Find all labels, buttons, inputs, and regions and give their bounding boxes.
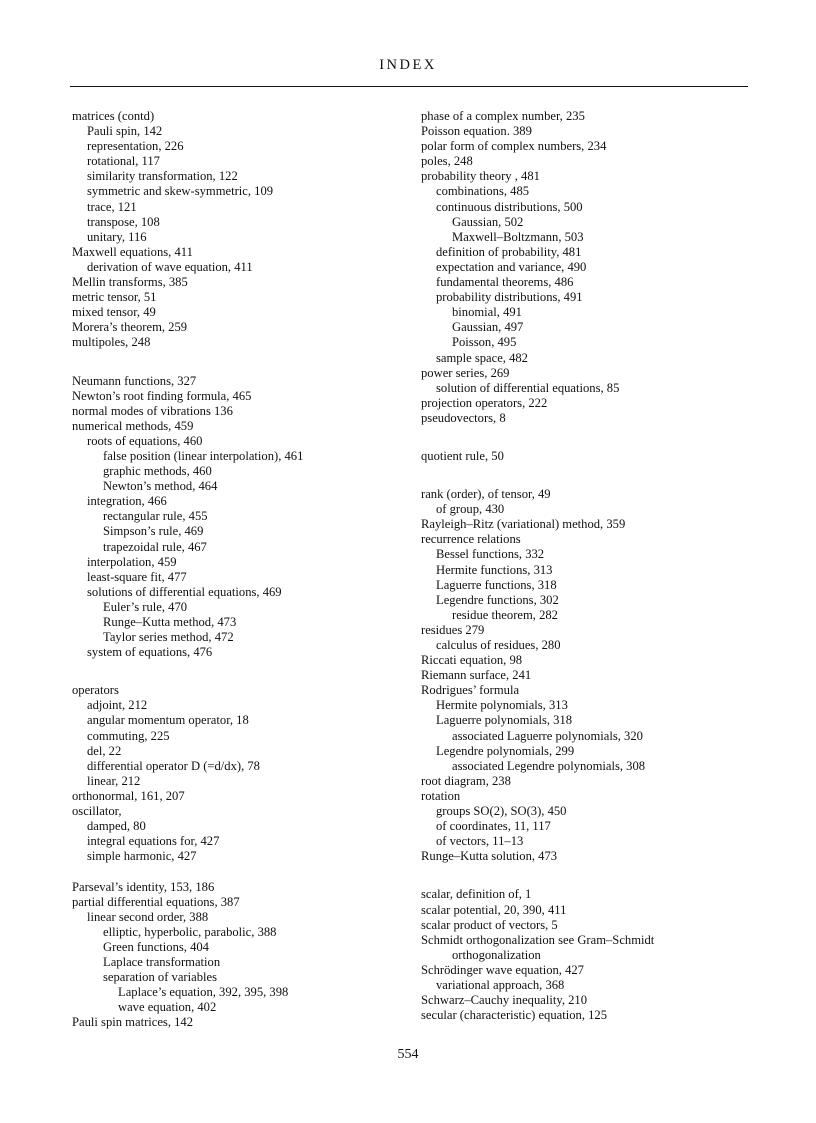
index-entry: fundamental theorems, 486 <box>436 275 574 290</box>
index-entry: associated Legendre polynomials, 308 <box>452 758 646 773</box>
index-entry: of group, 430 <box>436 502 505 517</box>
section-gap <box>72 864 417 879</box>
index-entry: commuting, 225 <box>87 728 170 743</box>
index-entry: matrices (contd) <box>72 109 155 123</box>
index-entry: probability theory , 481 <box>421 169 540 184</box>
index-entry: calculus of residues, 280 <box>436 638 561 652</box>
index-entry: Taylor series method, 472 <box>103 630 234 645</box>
index-entry: of vectors, 11–13 <box>436 834 524 849</box>
section-gap <box>72 351 417 374</box>
index-entry: Laguerre functions, 318 <box>436 577 557 592</box>
index-entry: operators <box>72 683 119 698</box>
index-entry: del, 22 <box>87 743 122 758</box>
index-entry: oscillator, <box>72 804 122 819</box>
index-entry: poles, 248 <box>421 154 473 169</box>
section-gap <box>421 426 766 449</box>
index-entry: damped, 80 <box>87 819 146 834</box>
index-entry: mixed tensor, 49 <box>72 305 156 320</box>
index-entry: Green functions, 404 <box>103 939 209 954</box>
index-entry: rank (order), of tensor, 49 <box>421 487 551 502</box>
index-entry: Legendre polynomials, 299 <box>436 743 575 758</box>
index-entry: multipoles, 248 <box>72 335 151 350</box>
index-entry: numerical methods, 459 <box>72 418 194 433</box>
index-entry: residue theorem, 282 <box>452 607 558 622</box>
index-entry: integral equations for, 427 <box>87 834 220 849</box>
index-entry: linear second order, 388 <box>87 909 209 924</box>
index-entry: continuous distributions, 500 <box>436 199 583 214</box>
index-entry: Maxwell–Boltzmann, 503 <box>452 229 584 244</box>
index-entry: residues 279 <box>421 622 485 637</box>
index-column-right <box>421 109 766 1023</box>
index-entry: orthogonalization <box>452 947 541 962</box>
index-entry: representation, 226 <box>87 139 184 154</box>
index-entry: unitary, 116 <box>87 229 147 244</box>
index-entry: symmetric and skew-symmetric, 109 <box>87 184 274 199</box>
index-entry: rectangular rule, 455 <box>103 509 208 524</box>
index-entry: Rodrigues’ formula <box>421 683 520 698</box>
index-entry: Laplace’s equation, 392, 395, 398 <box>118 985 289 1000</box>
index-entry: false position (linear interpolation), 461 <box>103 448 304 463</box>
index-entry: expectation and variance, 490 <box>436 259 587 274</box>
index-entry: Simpson’s rule, 469 <box>103 524 204 539</box>
index-entry: sample space, 482 <box>436 350 528 365</box>
index-entry: Neumann functions, 327 <box>72 373 197 388</box>
running-header: INDEX <box>379 57 437 73</box>
index-column-left <box>72 109 417 1030</box>
index-entry: rotational, 117 <box>87 154 160 169</box>
index-entry: Newton’s root finding formula, 465 <box>72 388 252 403</box>
index-entry: definition of probability, 481 <box>436 244 582 259</box>
header-rule <box>70 86 748 87</box>
index-entry: Pauli spin matrices, 142 <box>72 1015 194 1030</box>
index-entry: angular momentum operator, 18 <box>87 713 249 728</box>
index-entry: Bessel functions, 332 <box>436 547 545 562</box>
index-entry: Gaussian, 497 <box>452 320 524 335</box>
index-entry: Laguerre polynomials, 318 <box>436 713 573 728</box>
index-entry: Schmidt orthogonalization see Gram–Schmidt <box>421 932 655 947</box>
section-gap <box>72 660 417 683</box>
index-entry: combinations, 485 <box>436 184 530 199</box>
index-entry: scalar product of vectors, 5 <box>421 917 558 932</box>
index-entry: of coordinates, 11, 117 <box>436 819 551 834</box>
index-entry: variational approach, 368 <box>436 977 565 992</box>
index-entry: interpolation, 459 <box>87 554 177 569</box>
index-entry: adjoint, 212 <box>87 698 148 713</box>
index-entry: secular (characteristic) equation, 125 <box>421 1008 608 1023</box>
index-entry: Newton’s method, 464 <box>103 479 218 494</box>
index-entry: Hermite functions, 313 <box>436 562 553 577</box>
index-entry: recurrence relations <box>421 532 521 547</box>
index-entry: polar form of complex numbers, 234 <box>421 139 607 154</box>
index-entry: Euler’s rule, 470 <box>103 599 188 614</box>
index-entry: Morera’s theorem, 259 <box>72 320 188 335</box>
index-entry: rotation <box>421 788 461 803</box>
index-entry: associated Laguerre polynomials, 320 <box>452 728 643 743</box>
index-entry: Riccati equation, 98 <box>421 653 523 668</box>
index-entry: solution of differential equations, 85 <box>436 380 620 395</box>
index-entry: binomial, 491 <box>452 305 522 320</box>
index-entry: scalar potential, 20, 390, 411 <box>421 902 567 917</box>
index-entry: Laplace transformation <box>103 954 221 969</box>
index-entry: normal modes of vibrations 136 <box>72 403 233 418</box>
index-entry: projection operators, 222 <box>421 395 548 410</box>
index-entry: Schrödinger wave equation, 427 <box>421 962 584 977</box>
index-entry: Runge–Kutta solution, 473 <box>421 849 558 864</box>
index-entry: Riemann surface, 241 <box>421 668 532 683</box>
index-entry: separation of variables <box>103 970 217 985</box>
index-entry: system of equations, 476 <box>87 645 213 660</box>
index-entry: phase of a complex number, 235 <box>421 109 585 123</box>
index-entry: Rayleigh–Ritz (variational) method, 359 <box>421 517 626 532</box>
index-entry: linear, 212 <box>87 773 141 788</box>
index-entry: graphic methods, 460 <box>103 464 212 479</box>
index-entry: trapezoidal rule, 467 <box>103 539 207 554</box>
index-entry: similarity transformation, 122 <box>87 169 238 184</box>
index-entry: trace, 121 <box>87 199 137 214</box>
index-entry: roots of equations, 460 <box>87 433 203 448</box>
index-entry: power series, 269 <box>421 365 510 380</box>
index-entry: solutions of differential equations, 469 <box>87 584 282 599</box>
index-entry: transpose, 108 <box>87 214 160 229</box>
index-entry: pseudovectors, 8 <box>421 410 506 425</box>
index-entry: quotient rule, 50 <box>421 448 504 463</box>
index-entry: metric tensor, 51 <box>72 290 157 305</box>
index-entry: wave equation, 402 <box>118 1000 217 1015</box>
index-entry: Mellin transforms, 385 <box>72 275 188 290</box>
index-entry: partial differential equations, 387 <box>72 894 240 909</box>
index-entry: Parseval’s identity, 153, 186 <box>72 879 215 894</box>
index-entry: groups SO(2), SO(3), 450 <box>436 804 567 819</box>
index-entry: Poisson equation. 389 <box>421 124 532 139</box>
index-entry: differential operator D (=d/dx), 78 <box>87 758 260 773</box>
index-entry: Maxwell equations, 411 <box>72 244 193 259</box>
index-entry: simple harmonic, 427 <box>87 849 197 864</box>
index-entry: Pauli spin, 142 <box>87 124 163 139</box>
index-entry: Poisson, 495 <box>452 335 517 350</box>
index-entry: least-square fit, 477 <box>87 569 187 584</box>
index-entry: Schwarz–Cauchy inequality, 210 <box>421 993 588 1008</box>
index-entry: elliptic, hyperbolic, parabolic, 388 <box>103 924 277 939</box>
index-entry: Runge–Kutta method, 473 <box>103 615 237 629</box>
index-entry: orthonormal, 161, 207 <box>72 788 185 803</box>
index-entry: derivation of wave equation, 411 <box>87 259 253 274</box>
index-entry: Legendre functions, 302 <box>436 592 559 607</box>
index-entry: Hermite polynomials, 313 <box>436 698 568 713</box>
index-entry: probability distributions, 491 <box>436 290 583 305</box>
index-entry: integration, 466 <box>87 494 167 509</box>
index-entry: Gaussian, 502 <box>452 214 524 229</box>
index-entry: root diagram, 238 <box>421 773 511 788</box>
section-gap <box>421 464 766 487</box>
page-number: 554 <box>397 1047 419 1062</box>
index-entry: scalar, definition of, 1 <box>421 887 532 902</box>
section-gap <box>421 864 766 887</box>
